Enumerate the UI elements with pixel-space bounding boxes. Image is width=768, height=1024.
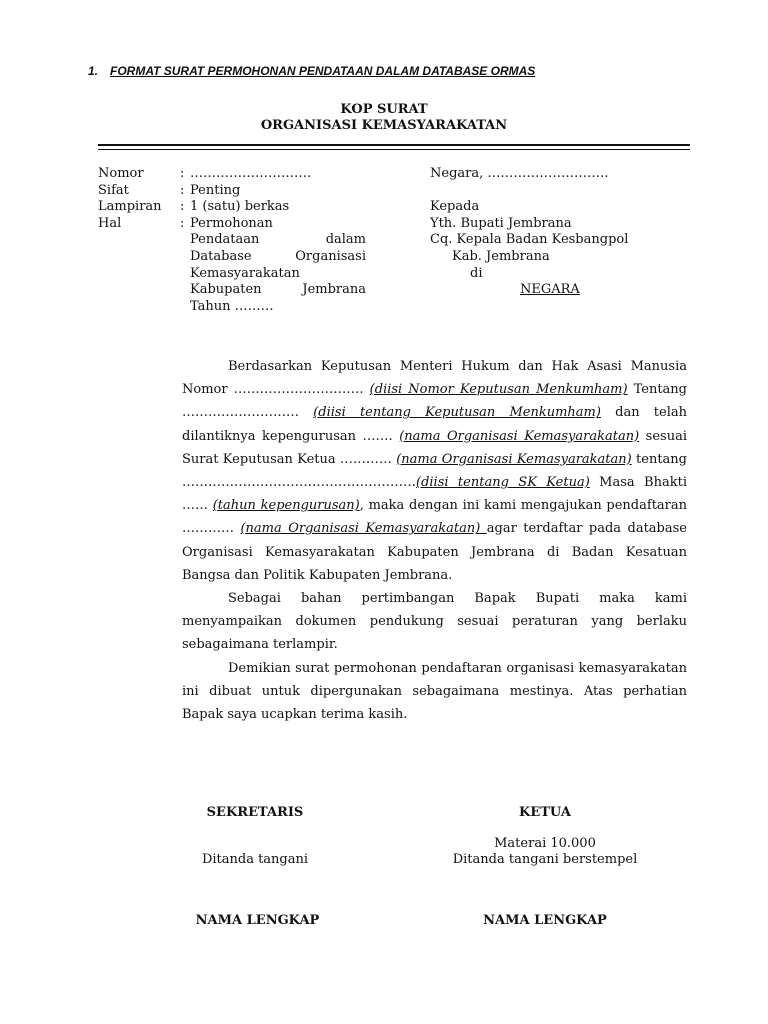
kepada: Kepada [430, 199, 480, 215]
ketua-materai: Materai 10.000 [494, 836, 596, 851]
hal-subject: Permohonan Pendataan dalam Database Organisasi Kemasyarakatan Kabupaten Jembrana Tahun ……… [190, 215, 366, 314]
kop-surat-line2: ORGANISASI KEMASYARAKATAN [260, 118, 508, 133]
sekretaris-title: SEKRETARIS [206, 805, 304, 820]
kop-surat-line1: KOP SURAT [340, 102, 428, 117]
sekretaris-sign-note: Ditanda tangani [201, 852, 309, 867]
sekretaris-name: NAMA LENGKAP [195, 913, 320, 928]
recipient-di: di [470, 265, 483, 281]
heading-text: FORMAT SURAT PERMOHONAN PENDATAAN DALAM DATABASE ORMAS [110, 64, 536, 78]
document-heading [88, 64, 535, 78]
recipient-cq: Cq. Kepala Badan Kesbangpol [430, 232, 629, 248]
body-paragraph-3: Demikian surat permohonan pendaftaran organisasi kemasyarakatan ini dibuat untuk dipergunakan sebagaimana mestinya. Atas perhatian Bapak saya ucapkan terima kasih. [182, 660, 687, 723]
letterhead-rule-thick [98, 144, 690, 146]
recipient-city: NEGARA [520, 282, 580, 298]
letter-meta [98, 166, 398, 315]
meta-hal: Hal : Permohonan Pendataan dalam Database Organisasi Kemasyarakatan Kabupaten Jembrana Tahun ……… [98, 215, 366, 314]
meta-nomor: Nomor : ………………………. [98, 166, 312, 181]
ketua-sign-note: Ditanda tangani berstempel [452, 852, 638, 867]
heading-number: 1. [88, 64, 99, 78]
body-paragraph-1: Berdasarkan Keputusan Menteri Hukum dan Hak Asasi Manusia Nomor ………………………… (diisi Nomor Keputusan Menkumham) Tentang ……………………… (diisi tentang Keputusan Menkumham) dan telah dilantiknya kepengurusan ……. (nama Organisasi Kemasyarakatan) sesuai Surat Keputusan Ketua ………… (nama Organisasi Kemasyarakatan) tentang ………………………………………………(diisi tentang SK Ketua) Masa Bhakti …… (tahun kepengurusan), maka dengan ini kami mengajukan pendaftaran ………… (nama Organisasi Kemasyarakatan) agar terdaftar pada database Organisasi Kemasyarakatan Kabupaten Jembrana di Badan Kesatuan Bangsa dan Politik Kabupaten Jembrana. [182, 359, 688, 583]
ketua-title: KETUA [519, 805, 571, 820]
recipient-kab: Kab. Jembrana [452, 248, 550, 264]
meta-lampiran: Lampiran : 1 (satu) berkas [98, 199, 290, 215]
recipient-yth: Yth. Bupati Jembrana [430, 215, 572, 231]
letter-body [182, 355, 687, 726]
letterhead-rule-thin [98, 149, 690, 150]
recipient-block [430, 166, 710, 299]
ketua-name: NAMA LENGKAP [483, 913, 607, 928]
meta-sifat: Sifat : Penting [98, 182, 241, 198]
body-paragraph-2: Sebagai bahan pertimbangan Bapak Bupati maka kami menyampaikan dokumen pendukung sesuai peraturan yang berlaku sebagaimana terlampir. [182, 591, 687, 653]
place-date: Negara, ………………………. [430, 166, 609, 181]
